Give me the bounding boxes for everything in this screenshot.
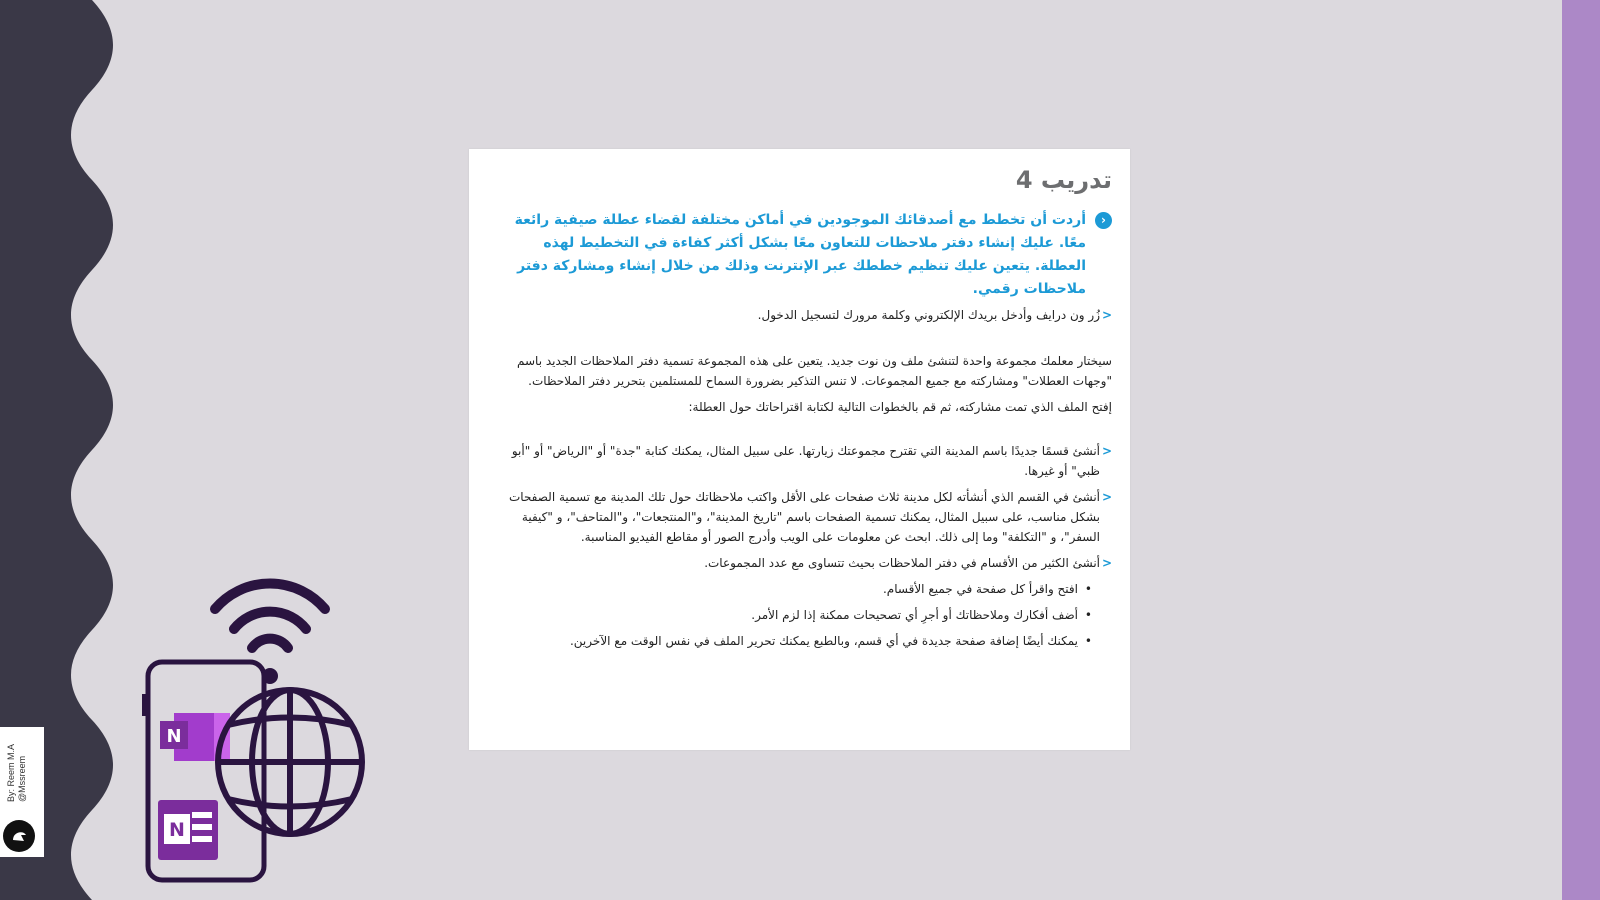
step-text: زُر ون درايف وأدخل بريدك الإلكتروني وكلمة مرورك لتسجيل الدخول. (757, 308, 1100, 322)
step-text: أنشئ قسمًا جديدًا باسم المدينة التي تقترح مجموعتك زيارتها. على سبيل المثال، يمكنك كتابة "جدة" أو "الرياض" أو "أبو ظبي" أو غيرها. (511, 444, 1100, 478)
author-logo-icon (3, 820, 35, 852)
bullet-text: أضف أفكارك وملاحظاتك أو أجرِ أي تصحيحات ممكنة إذا لزم الأمر. (751, 608, 1078, 622)
bullet-icon: • (1084, 582, 1092, 596)
bullet-icon: • (1084, 634, 1092, 648)
step-item (491, 441, 1112, 481)
step-item (491, 487, 1112, 547)
globe-icon (218, 690, 362, 834)
author-credit (6, 744, 28, 802)
onenote-letter: N (169, 819, 185, 841)
onenote-letter: N (166, 726, 182, 747)
paragraph-teacher: سيختار معلمك مجموعة واحدة لتنشئ ملف ون نوت جديد. يتعين على هذه المجموعة تسمية دفتر الملاحظات الجديد باسم "وجهات العطلات" ومشاركته مع جميع المجموعات. لا تنس التذكير بضرورة السماح للمستلمين بتحرير دفتر الملاحظات. (517, 354, 1112, 388)
bullet-text: يمكنك أيضًا إضافة صفحة جديدة في أي قسم، وبالطبع يمكنك تحرير الملف في نفس الوقت مع الآخرين. (569, 634, 1078, 648)
right-accent-strip (1562, 0, 1600, 900)
bullet-item (491, 605, 1112, 625)
bullet-item (491, 579, 1112, 599)
author-badge (0, 727, 44, 857)
bullet-item (491, 631, 1112, 651)
step-text: أنشئ الكثير من الأقسام في دفتر الملاحظات بحيث تتساوى مع عدد المجموعات. (704, 556, 1100, 570)
step-text: أنشئ في القسم الذي أنشأته لكل مدينة ثلاث صفحات على الأقل واكتب ملاحظاتك حول تلك المدينة مع تسمية الصفحات بشكل مناسب، على سبيل المثال، يمكنك تسمية الصفحات باسم "تاريخ المدينة"، و"المنتجعات"، و"المتاحف"، و "كيفية السفر"، و "التكلفة" وما إلى ذلك. ابحث عن معلومات على الويب وأدرج الصور أو مقاطع الفيديو المناسبة. (508, 490, 1100, 544)
author-handle: @Mssreem (17, 755, 27, 802)
onenote-icon (158, 800, 218, 860)
exercise-title: تدريب 4 (1015, 166, 1112, 194)
step-arrow-icon: < (1101, 490, 1112, 504)
bullet-icon: • (1084, 608, 1092, 622)
step-item (491, 305, 1112, 325)
step-arrow-icon: < (1101, 556, 1112, 570)
step-arrow-icon: < (1101, 444, 1112, 458)
chevron-circle-icon: ‹ (1095, 212, 1112, 229)
step-arrow-icon: < (1101, 308, 1112, 322)
author-name: By: Reem M.A (6, 743, 16, 802)
onenote-illustration (120, 570, 420, 890)
wifi-icon (215, 583, 325, 684)
intro-text: أردت أن تخطط مع أصدقائك الموجودين في أماكن مختلفة لقضاء عطلة صيفية رائعة معًا. عليك إنشاء دفتر ملاحظات للتعاون معًا بشكل أكثر كفاءة في التخطيط لهذه العطلة. يتعين عليك تنظيم خططك عبر الإنترنت وذلك من خلال إنشاء ومشاركة دفتر ملاحظات رقمي. (514, 212, 1086, 297)
step-item (491, 553, 1112, 573)
intro-paragraph (491, 209, 1112, 301)
paragraph-open: إفتح الملف الذي تمت مشاركته، ثم قم بالخطوات التالية لكتابة اقتراحاتك حول العطلة: (688, 400, 1112, 414)
document-card (469, 149, 1130, 750)
bullet-text: افتح واقرأ كل صفحة في جميع الأقسام. (882, 582, 1078, 596)
